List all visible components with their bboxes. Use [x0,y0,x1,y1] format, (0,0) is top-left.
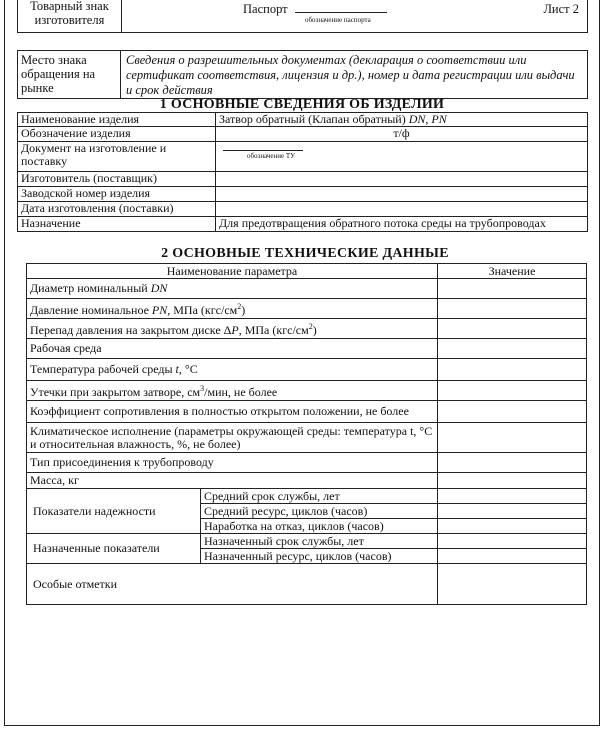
market-text-cell [121,51,588,99]
product-name: Затвор обратный (Клапан обратный) DN, PN [219,112,447,126]
s1-value [216,202,588,217]
assigned-item: Назначенный ресурс, циклов (часов) [201,549,438,564]
value-cell [438,473,587,489]
value-cell [438,534,587,549]
col-value-header: Значение [438,264,587,279]
col-param-header: Наименование параметра [27,264,438,279]
value-cell [438,519,587,534]
s1-value [216,172,588,187]
value-cell [438,359,587,381]
value-cell [438,339,587,359]
s1-value-tu [216,142,588,172]
value-cell [438,299,587,319]
passport-cell [122,0,470,33]
param-diameter: Диаметр номинальный DN [27,279,438,299]
param-pressure: Давление номинальное PN, МПа $(кгс/см^2)$ [27,299,438,319]
param-mass: Масса, кг [27,473,438,489]
passport-hint: обозначение паспорта [305,16,371,24]
value-cell [438,279,587,299]
sheet-label: Лист 2 [543,2,579,16]
param-pressure-drop: Перепад давления на закрытом диске ΔP, МПа $(кгс/см^2)$ [27,319,438,339]
s1-label: Наименование изделия [18,113,216,127]
param-temperature: Температура рабочей среды t, °С [27,359,438,381]
market-table [17,50,588,99]
value-cell [438,504,587,519]
section2-title: 2 ОСНОВНЫЕ ТЕХНИЧЕСКИЕ ДАННЫЕ [161,246,449,261]
param-climate: Климатическое исполнение (параметры окружающей среды: температура t, °С и относительная влажность, %, не более) [27,423,438,453]
s1-label: Документ на изготовление и поставку [18,142,216,172]
special-notes-label: Особые отметки [27,564,438,605]
header-table [17,0,588,33]
passport-label: Паспорт [243,2,288,16]
value-cell [438,489,587,504]
param-resistance: Коэффициент сопротивления в полностью открытом положении, не более [27,401,438,423]
section1-title: 1 ОСНОВНЫЕ СВЕДЕНИЯ ОБ ИЗДЕЛИИ [159,97,445,112]
value-cell [438,423,587,453]
reliability-item: Средний ресурс, циклов (часов) [201,504,438,519]
trademark-cell [18,0,122,33]
sheet-cell [470,0,588,33]
s1-value: т/ф [216,127,588,142]
value-cell [438,401,587,423]
value-cell [438,549,587,564]
value-cell [438,319,587,339]
market-label: Место знака обращения на рынке [21,53,96,95]
market-text: Сведения о разрешительных документах (декларация о соответствии или сертификат соответствия, лицензия и др.), номер и дата регистрации или выдачи и срок действия [126,53,575,97]
s1-value: Для предотвращения обратного потока среды на трубопроводах [216,217,588,232]
value-cell [438,564,587,605]
s1-label: Назначение [18,217,216,232]
tu-hint: обозначение ТУ [247,152,296,160]
section2-table [26,263,587,605]
tu-line [223,142,303,151]
param-medium: Рабочая среда [27,339,438,359]
assigned-label: Назначенные показатели [27,534,201,564]
param-leakage: Утечки при закрытом затворе, $см^3$/мин, не более [27,381,438,401]
trademark-label: Товарный знак изготовителя [30,0,109,27]
assigned-item: Назначенный срок службы, лет [201,534,438,549]
s1-label: Обозначение изделия [18,127,216,142]
section1-table [17,112,588,232]
s1-label: Изготовитель (поставщик) [18,172,216,187]
s1-value-name [216,113,588,127]
passport-number-line [295,12,387,13]
reliability-item: Средний срок службы, лет [201,489,438,504]
market-label-cell [18,51,121,99]
value-cell [438,381,587,401]
reliability-item: Наработка на отказ, циклов (часов) [201,519,438,534]
reliability-label: Показатели надежности [27,489,201,534]
param-connection: Тип присоединения к трубопроводу [27,453,438,473]
s1-label: Дата изготовления (поставки) [18,202,216,217]
value-cell [438,453,587,473]
s1-value [216,187,588,202]
s1-label: Заводской номер изделия [18,187,216,202]
